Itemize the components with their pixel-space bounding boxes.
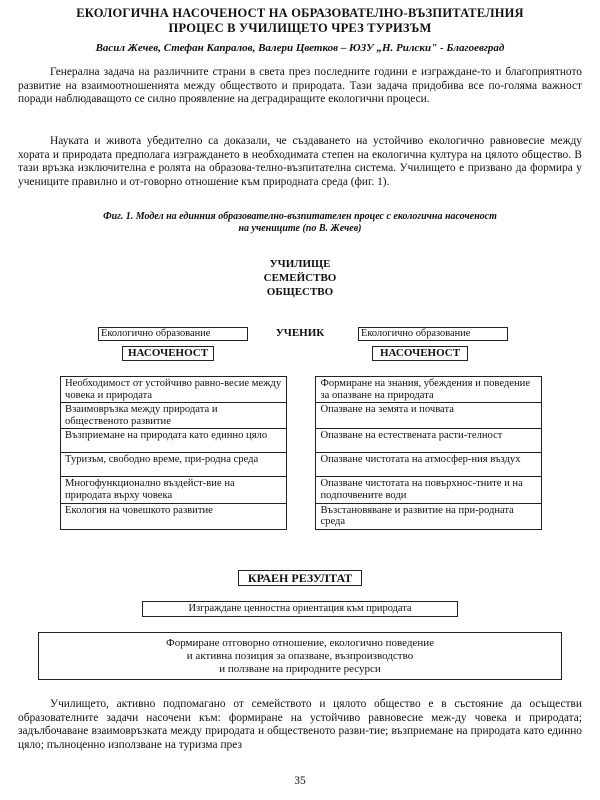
right-item-cell: Възстановяване и развитие на при-родната среда: [316, 503, 542, 529]
paragraph-1: Генерална задача на различните страни в света през последните години е изграждане-то и благоприятното развитие на взаимоотношенията между обществото и природата. Тази задача придобива все по-голяма важност поради наблюдаващото се силно проявление на деградиращите екологични процеси.: [18, 66, 582, 106]
outcome-line-3: и ползване на природните ресурси: [219, 663, 381, 675]
paragraph-2: Науката и живота убедително са доказали, че създаването на устойчиво екологично равновесие между хората и природата предполага изграждането в необходимата степен на екологична култура на цялото общество. В тази връзка изключителна е ролята на образова-телно-възпитателна система. Училището е призвано да формира у учениците правилно и от-говорно отношение към природната среда (фиг. 1).: [18, 135, 582, 188]
top-block-society: ОБЩЕСТВО: [266, 286, 334, 298]
right-item-cell: Опазване на естествената расти-телност: [316, 429, 542, 453]
right-item-cell: Опазване чистотата на атмосфер-ния въздух: [316, 453, 542, 477]
left-orientation-label: НАСОЧЕНОСТ: [122, 346, 214, 361]
table-row: [61, 453, 542, 477]
left-item-cell: Туризъм, свободно време, при-родна среда: [61, 453, 287, 477]
table-row: [61, 477, 542, 503]
right-item-cell: Опазване чистотата на повърхнос-тните и на подпочвените води: [316, 477, 542, 503]
right-education-label: Екологично образование: [358, 327, 508, 341]
table-row: [61, 403, 542, 429]
left-item-cell: Необходимост от устойчиво равно-весие между човека и природата: [61, 377, 287, 403]
left-item-cell: Възприемане на природата като единно цяло: [61, 429, 287, 453]
student-label: УЧЕНИК: [275, 327, 325, 339]
final-result-label: КРАЕН РЕЗУЛТАТ: [238, 570, 362, 586]
figure-caption-line-1: Фиг. 1. Модел на единния образователно-възпитателен процес с екологична насоченост: [103, 211, 497, 222]
outcome-line-2: и активна позиция за опазване, възпроизводство: [186, 650, 414, 662]
page-number: 35: [294, 775, 306, 787]
figure-caption-line-2: на учениците (по В. Жечев): [238, 223, 362, 234]
left-item-cell: Многофункционално въздейст-вие на природата върху човека: [61, 477, 287, 503]
table-row: [61, 377, 542, 403]
right-orientation-label: НАСОЧЕНОСТ: [372, 346, 468, 361]
right-item-cell: Формиране на знания, убеждения и поведение за опазване на природата: [316, 377, 542, 403]
right-item-cell: Опазване на земята и почвата: [316, 403, 542, 429]
paragraph-3: Училището, активно подпомагано от семейството и цялото общество е в състояние да осъществи образователните задачи насочени към: формиране на устойчиво равновесие меж-ду човека и природата; задълбочаване взаимовръзката между природата и общественото разви-тие; възприемане на природата като единно цяло; пълноценно използване на туризма през: [18, 698, 582, 751]
outcome-line-1: Формиране отговорно отношение, екологично поведение: [166, 637, 434, 649]
top-block-school: УЧИЛИЩЕ: [269, 258, 331, 270]
authors-line: Васил Жечев, Стефан Капралов, Валери Цветков – ЮЗУ „Н. Рилски" - Благоевград: [95, 42, 505, 54]
left-education-label: Екологично образование: [98, 327, 248, 341]
outcome-box: [38, 632, 562, 680]
model-table: [60, 376, 542, 530]
paper-title-line-2: ПРОЦЕС В УЧИЛИЩЕТО ЧРЕЗ ТУРИЗЪМ: [168, 21, 432, 35]
table-row: [61, 503, 542, 529]
table-row: [61, 429, 542, 453]
top-block-family: СЕМЕЙСТВО: [263, 272, 337, 284]
left-item-cell: Екология на човешкото развитие: [61, 503, 287, 529]
value-orientation-box: Изграждане ценностна ориентация към природата: [142, 601, 458, 617]
left-item-cell: Взаимовръзка между природата и общественото развитие: [61, 403, 287, 429]
paper-title-line-1: ЕКОЛОГИЧНА НАСОЧЕНОСТ НА ОБРАЗОВАТЕЛНО-ВЪЗПИТАТЕЛНИЯ: [76, 6, 524, 20]
